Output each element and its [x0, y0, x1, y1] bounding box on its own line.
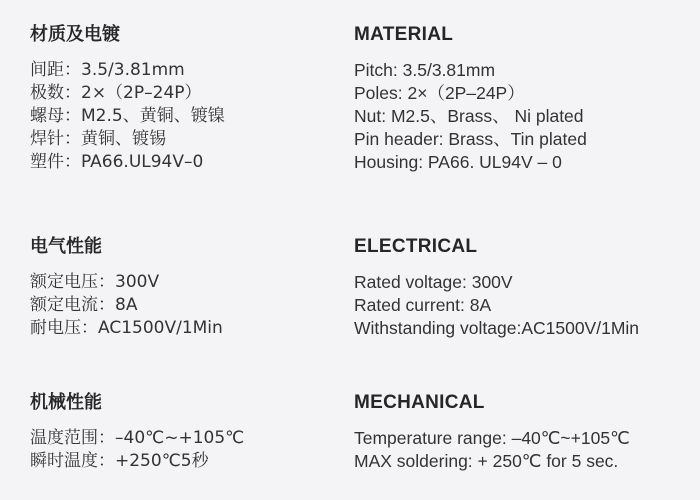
- section-heading: MECHANICAL: [354, 392, 485, 413]
- spec-line-soldering: MAX soldering: + 250℃ for 5 sec.: [354, 451, 619, 471]
- material-section-en: [354, 24, 694, 174]
- spec-line-housing: Housing: PA66. UL94V – 0: [354, 152, 562, 172]
- spec-line-temperature: Temperature range: –40℃~+105℃: [354, 428, 630, 448]
- spec-line-housing: 塑件：PA66.UL94V–0: [30, 152, 204, 172]
- spec-line-pitch: 间距：3.5/3.81mm: [30, 60, 185, 80]
- spec-line-withstanding-voltage: 耐电压：AC1500V/1Min: [30, 318, 223, 338]
- spec-line-pin: Pin header: Brass、Tin plated: [354, 129, 587, 149]
- section-heading: ELECTRICAL: [354, 236, 478, 257]
- electrical-section-en: [354, 236, 694, 340]
- spec-line-rated-voltage: Rated voltage: 300V: [354, 272, 513, 292]
- spec-line-rated-current: 额定电流：8A: [30, 295, 138, 315]
- electrical-section-cn: [30, 236, 330, 340]
- spec-line-nut: Nut: M2.5、Brass、 Ni plated: [354, 106, 584, 126]
- mechanical-section-cn: [30, 392, 330, 473]
- section-heading: 机械性能: [30, 392, 102, 413]
- spec-line-poles: Poles: 2×（2P–24P）: [354, 83, 525, 103]
- spec-line-rated-current: Rated current: 8A: [354, 295, 492, 315]
- section-heading: MATERIAL: [354, 24, 454, 45]
- spec-line-withstanding-voltage: Withstanding voltage:AC1500V/1Min: [354, 318, 640, 338]
- spec-line-soldering: 瞬时温度：+250℃5秒: [30, 451, 209, 471]
- spec-line-rated-voltage: 额定电压：300V: [30, 272, 160, 292]
- spec-line-poles: 极数：2×（2P–24P）: [30, 83, 202, 103]
- spec-line-pin: 焊针：黄铜、镀锡: [30, 129, 166, 149]
- spec-line-temperature: 温度范围：–40℃~+105℃: [30, 428, 245, 448]
- mechanical-section-en: [354, 392, 694, 473]
- spec-line-nut: 螺母：M2.5、黄铜、镀镍: [30, 106, 225, 126]
- section-heading: 电气性能: [30, 236, 102, 257]
- section-heading: 材质及电镀: [30, 24, 120, 45]
- spec-line-pitch: Pitch: 3.5/3.81mm: [354, 60, 496, 80]
- material-section-cn: [30, 24, 330, 174]
